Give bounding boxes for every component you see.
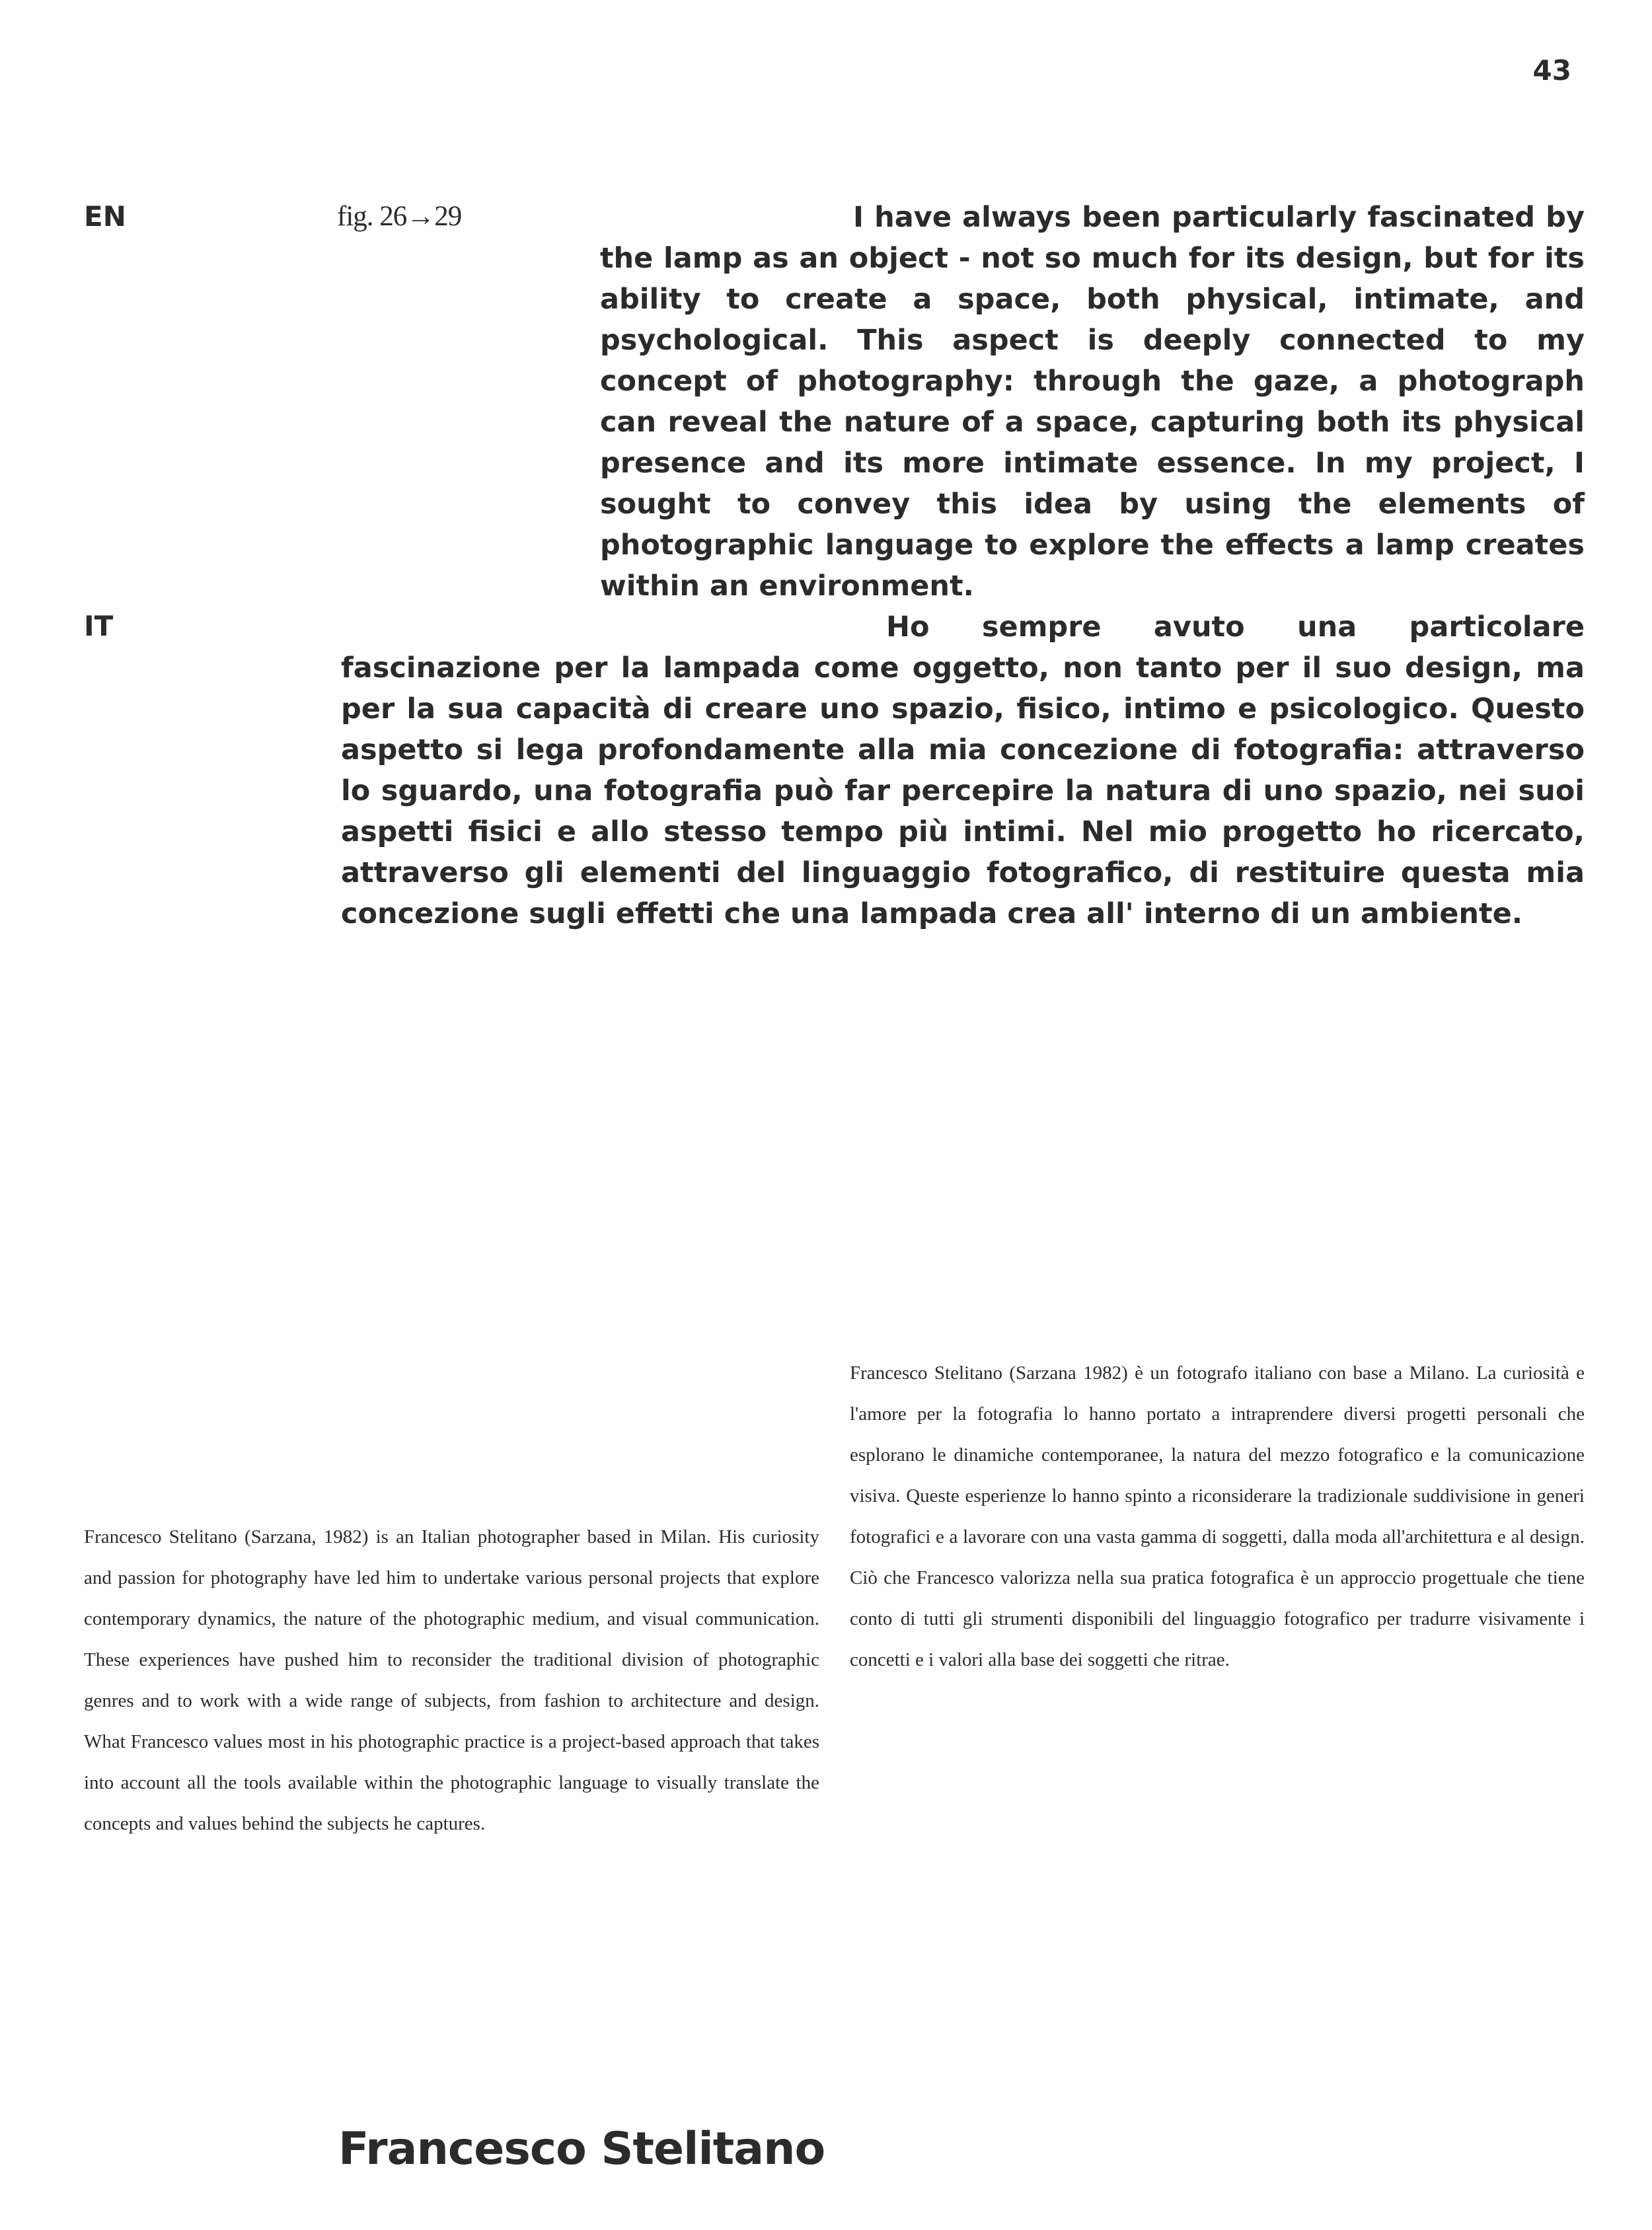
statement-english: I have always been particularly fascinated by the lamp as an object - not so much for its design, but for its ability to create a space, both physical, intimate, and psychological. This aspect is deeply connected to my concept of photography: through the gaze, a photograph can reveal the nature of a space, capturing both its physical presence and its more intimate essence. In my project, I sought to convey this idea by using the elements of photographic language to explore the effects a lamp creates within an environment.	[600, 201, 1585, 603]
language-label-english: EN	[84, 200, 126, 233]
biography-italian: Francesco Stelitano (Sarzana 1982) è un fotografo italiano con base a Milano. La curiosità e l'amore per la fotografia lo hanno portato a intraprendere diversi progetti personali che esplorano le dinamiche contemporanee, la natura del mezzo fotografico e la comunicazione visiva. Queste esperienze lo hanno spinto a riconsiderare la tradizionale suddivisione in generi fotografici e a lavorare con una vasta gamma di soggetti, dalla moda all'architettura e al design. Ciò che Francesco valorizza nella sua pratica fotografica è un approccio progettuale che tiene conto di tutti gli strumenti disponibili del linguaggio fotografico per tradurre visivamente i concetti e i valori alla base dei soggetti che ritrae.	[850, 1362, 1585, 1670]
biography-english: Francesco Stelitano (Sarzana, 1982) is an Italian photographer based in Milan. His curiosity and passion for photography have led him to undertake various personal projects that explore contemporary dynamics, the nature of the photographic medium, and visual communication. These experiences have pushed him to reconsider the traditional division of photographic genres and to work with a wide range of subjects, from fashion to architecture and design. What Francesco values most in his photographic practice is a project-based approach that takes into account all the tools available within the photographic language to visually translate the concepts and values behind the subjects he captures.	[84, 1526, 819, 1834]
figure-reference: fig. 26→29	[337, 201, 462, 232]
author-name: Francesco Stelitano	[338, 2123, 825, 2175]
page-number: 43	[1532, 54, 1571, 87]
statement-italian: Ho sempre avuto una particolare fascinazione per la lampada come oggetto, non tanto per il suo design, ma per la sua capacità di creare uno spazio, fisico, intimo e psicologico. Questo aspetto si lega profondamente alla mia concezione di fotografia: attraverso lo sguardo, una fotografia può far percepire la natura di uno spazio, nei suoi aspetti fisici e allo stesso tempo più intimi. Nel mio progetto ho ricercato, attraverso gli elementi del linguaggio fotografico, di restituire questa mia concezione sugli effetti che una lampada crea all' interno di un ambiente.	[341, 611, 1585, 930]
language-label-italian: IT	[84, 610, 114, 642]
